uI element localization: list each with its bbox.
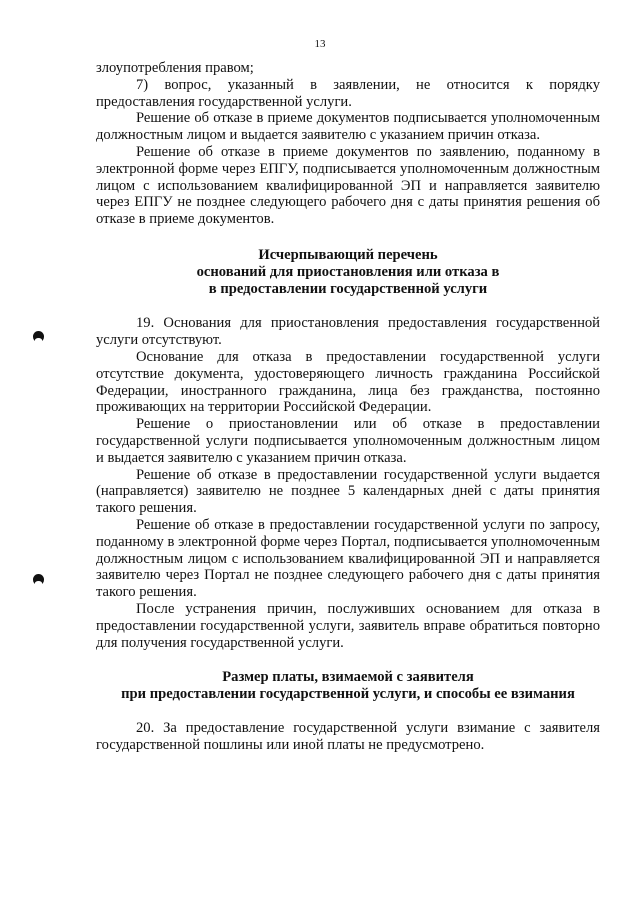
heading-line: в предоставлении государственной услуги <box>208 280 488 297</box>
page-number: 13 <box>314 38 326 50</box>
binder-hole-mark <box>33 574 44 585</box>
paragraph: Основание для отказа в предоставлении государственной услуги отсутствие документа, удостоверяющего личность гражданина Российской Федерации, иностранного гражданина, лица без гражданства, постоянно проживающих на территории Российской Федерации. <box>96 348 600 416</box>
document-body <box>96 60 600 753</box>
paragraph: После устранения причин, послуживших основанием для отказа в предоставлении государственной услуги, заявитель вправе обратиться повторно для получения государственной услуги. <box>96 600 600 651</box>
paragraph: злоупотребления правом; <box>96 60 254 76</box>
paragraph: 7) вопрос, указанный в заявлении, не относится к порядку предоставления государственной услуги. <box>96 76 600 110</box>
heading-line: оснований для приостановления или отказа в <box>196 263 500 280</box>
paragraph: Решение об отказе в приеме документов по заявлению, поданному в электронной форме через ЕПГУ, подписывается уполномоченным должностным лицом с использованием квалифицированной ЭП и направляется заявителю через ЕПГУ не позднее следующего рабочего дня с даты принятия решения об отказе в приеме документов. <box>96 143 600 228</box>
paragraph: Решение об отказе в предоставлении государственной услуги по запросу, поданному в электронной форме через Портал, подписывается уполномоченным должностным лицом с использованием квалифицированной ЭП и направляется заявителю через Портал не позднее следующего рабочего дня с даты принятия такого решения. <box>96 516 600 601</box>
section-heading <box>96 669 600 703</box>
heading-line: Размер платы, взимаемой с заявителя <box>222 669 474 686</box>
heading-line: Исчерпывающий перечень <box>258 246 438 263</box>
paragraph: 19. Основания для приостановления предоставления государственной услуги отсутствуют. <box>96 315 600 349</box>
paragraph: Решение об отказе в приеме документов подписывается уполномоченным должностным лицом и выдается заявителю с указанием причин отказа. <box>96 110 600 144</box>
section-heading <box>96 247 600 297</box>
paragraph: 20. За предоставление государственной услуги взимание с заявителя государственной пошлины или иной платы не предусмотрено. <box>96 719 600 753</box>
binder-hole-mark <box>33 331 44 342</box>
paragraph: Решение о приостановлении или об отказе в предоставлении государственной услуги подписывается уполномоченным должностным лицом и выдается заявителю с указанием причин отказа. <box>96 416 600 466</box>
heading-line: при предоставлении государственной услуги, и способы ее взимания <box>121 686 575 703</box>
paragraph: Решение об отказе в предоставлении государственной услуги выдается (направляется) заявителю не позднее 5 календарных дней с даты принятия такого решения. <box>96 466 600 517</box>
